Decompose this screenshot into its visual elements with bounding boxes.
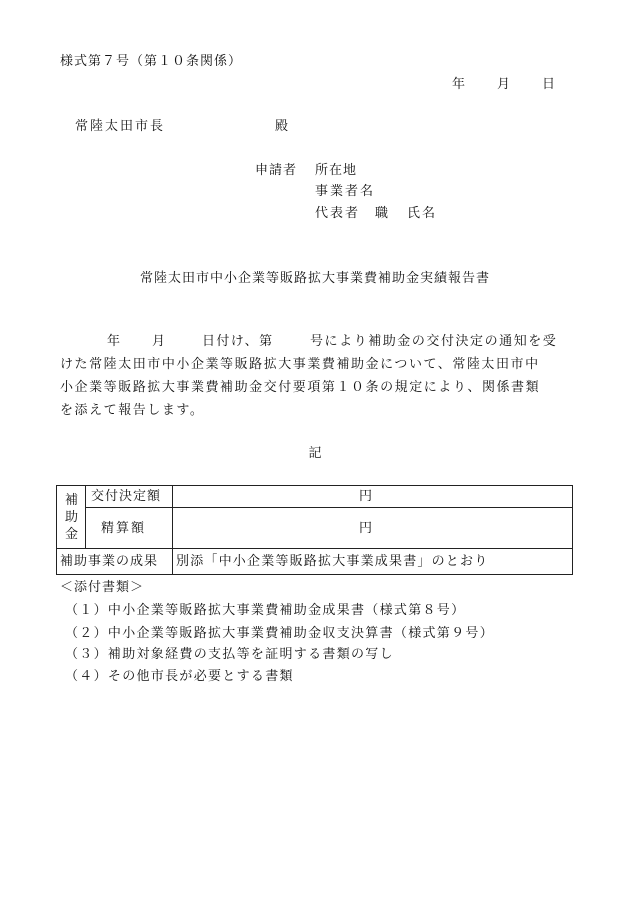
addressee-name: 常陸太田市長 [75, 119, 166, 134]
subsidy-table [56, 485, 573, 575]
attachment-item: （２）中小企業等販路拡大事業費補助金収支決算書（様式第９号） [65, 626, 495, 641]
body-line-1: 号により補助金の交付決定の通知を受 [310, 334, 558, 349]
ki-heading: 記 [308, 446, 322, 461]
subsidy-group-char-3: 金 [65, 527, 79, 542]
project-result-value: 別添「中小企業等販路拡大事業成果書」のとおり [176, 554, 489, 569]
applicant-address-label: 所在地 [315, 163, 358, 178]
grant-decision-amount-unit: 円 [359, 489, 373, 504]
body-month-label: 月 [152, 334, 166, 349]
settlement-amount-label: 精算額 [101, 521, 147, 536]
document-title: 常陸太田市中小企業等販路拡大事業費補助金実績報告書 [139, 271, 490, 286]
body-line-4: を添えて報告します。 [60, 403, 205, 418]
settlement-amount-label-cell [86, 508, 173, 549]
applicant-label: 申請者 [255, 163, 298, 178]
attachments-heading: ＜添付書類＞ [60, 580, 145, 595]
grant-decision-amount-label: 交付決定額 [91, 489, 162, 504]
addressee-honorific: 殿 [275, 119, 289, 134]
project-result-label-cell [57, 549, 173, 574]
form-number: 様式第７号（第１０条関係） [60, 54, 243, 69]
applicant-representative-label: 代表者 [315, 206, 361, 221]
date-day-label: 日 [542, 77, 556, 92]
attachment-item: （１）中小企業等販路拡大事業費補助金成果書（様式第８号） [65, 603, 466, 618]
applicant-name-label: 氏名 [407, 206, 438, 221]
subsidy-group-label-cell [57, 486, 86, 549]
project-result-value-cell [173, 549, 572, 574]
date-year-label: 年 [452, 77, 466, 92]
attachment-item: （４）その他市長が必要とする書類 [65, 669, 294, 684]
subsidy-group-char-1: 補 [65, 493, 79, 508]
project-result-label: 補助事業の成果 [60, 554, 159, 569]
applicant-business-name-label: 事業者名 [315, 184, 376, 199]
grant-decision-amount-label-cell [86, 486, 173, 508]
applicant-title-label: 職 [375, 206, 389, 221]
body-year-label: 年 [107, 334, 121, 349]
date-month-label: 月 [497, 77, 511, 92]
subsidy-group-char-2: 助 [65, 510, 79, 525]
body-line-2: けた常陸太田市中小企業等販路拡大事業費補助金について、常陸太田市中 [60, 357, 540, 372]
settlement-amount-value-cell [173, 508, 572, 549]
attachment-item: （３）補助対象経費の支払等を証明する書類の写し [65, 647, 394, 662]
grant-decision-amount-value-cell [173, 486, 572, 508]
body-dated-label: 日付け、第 [202, 334, 274, 349]
body-line-3: 小企業等販路拡大事業費補助金交付要項第１０条の規定により、関係書類 [60, 380, 541, 395]
settlement-amount-unit: 円 [359, 521, 373, 536]
